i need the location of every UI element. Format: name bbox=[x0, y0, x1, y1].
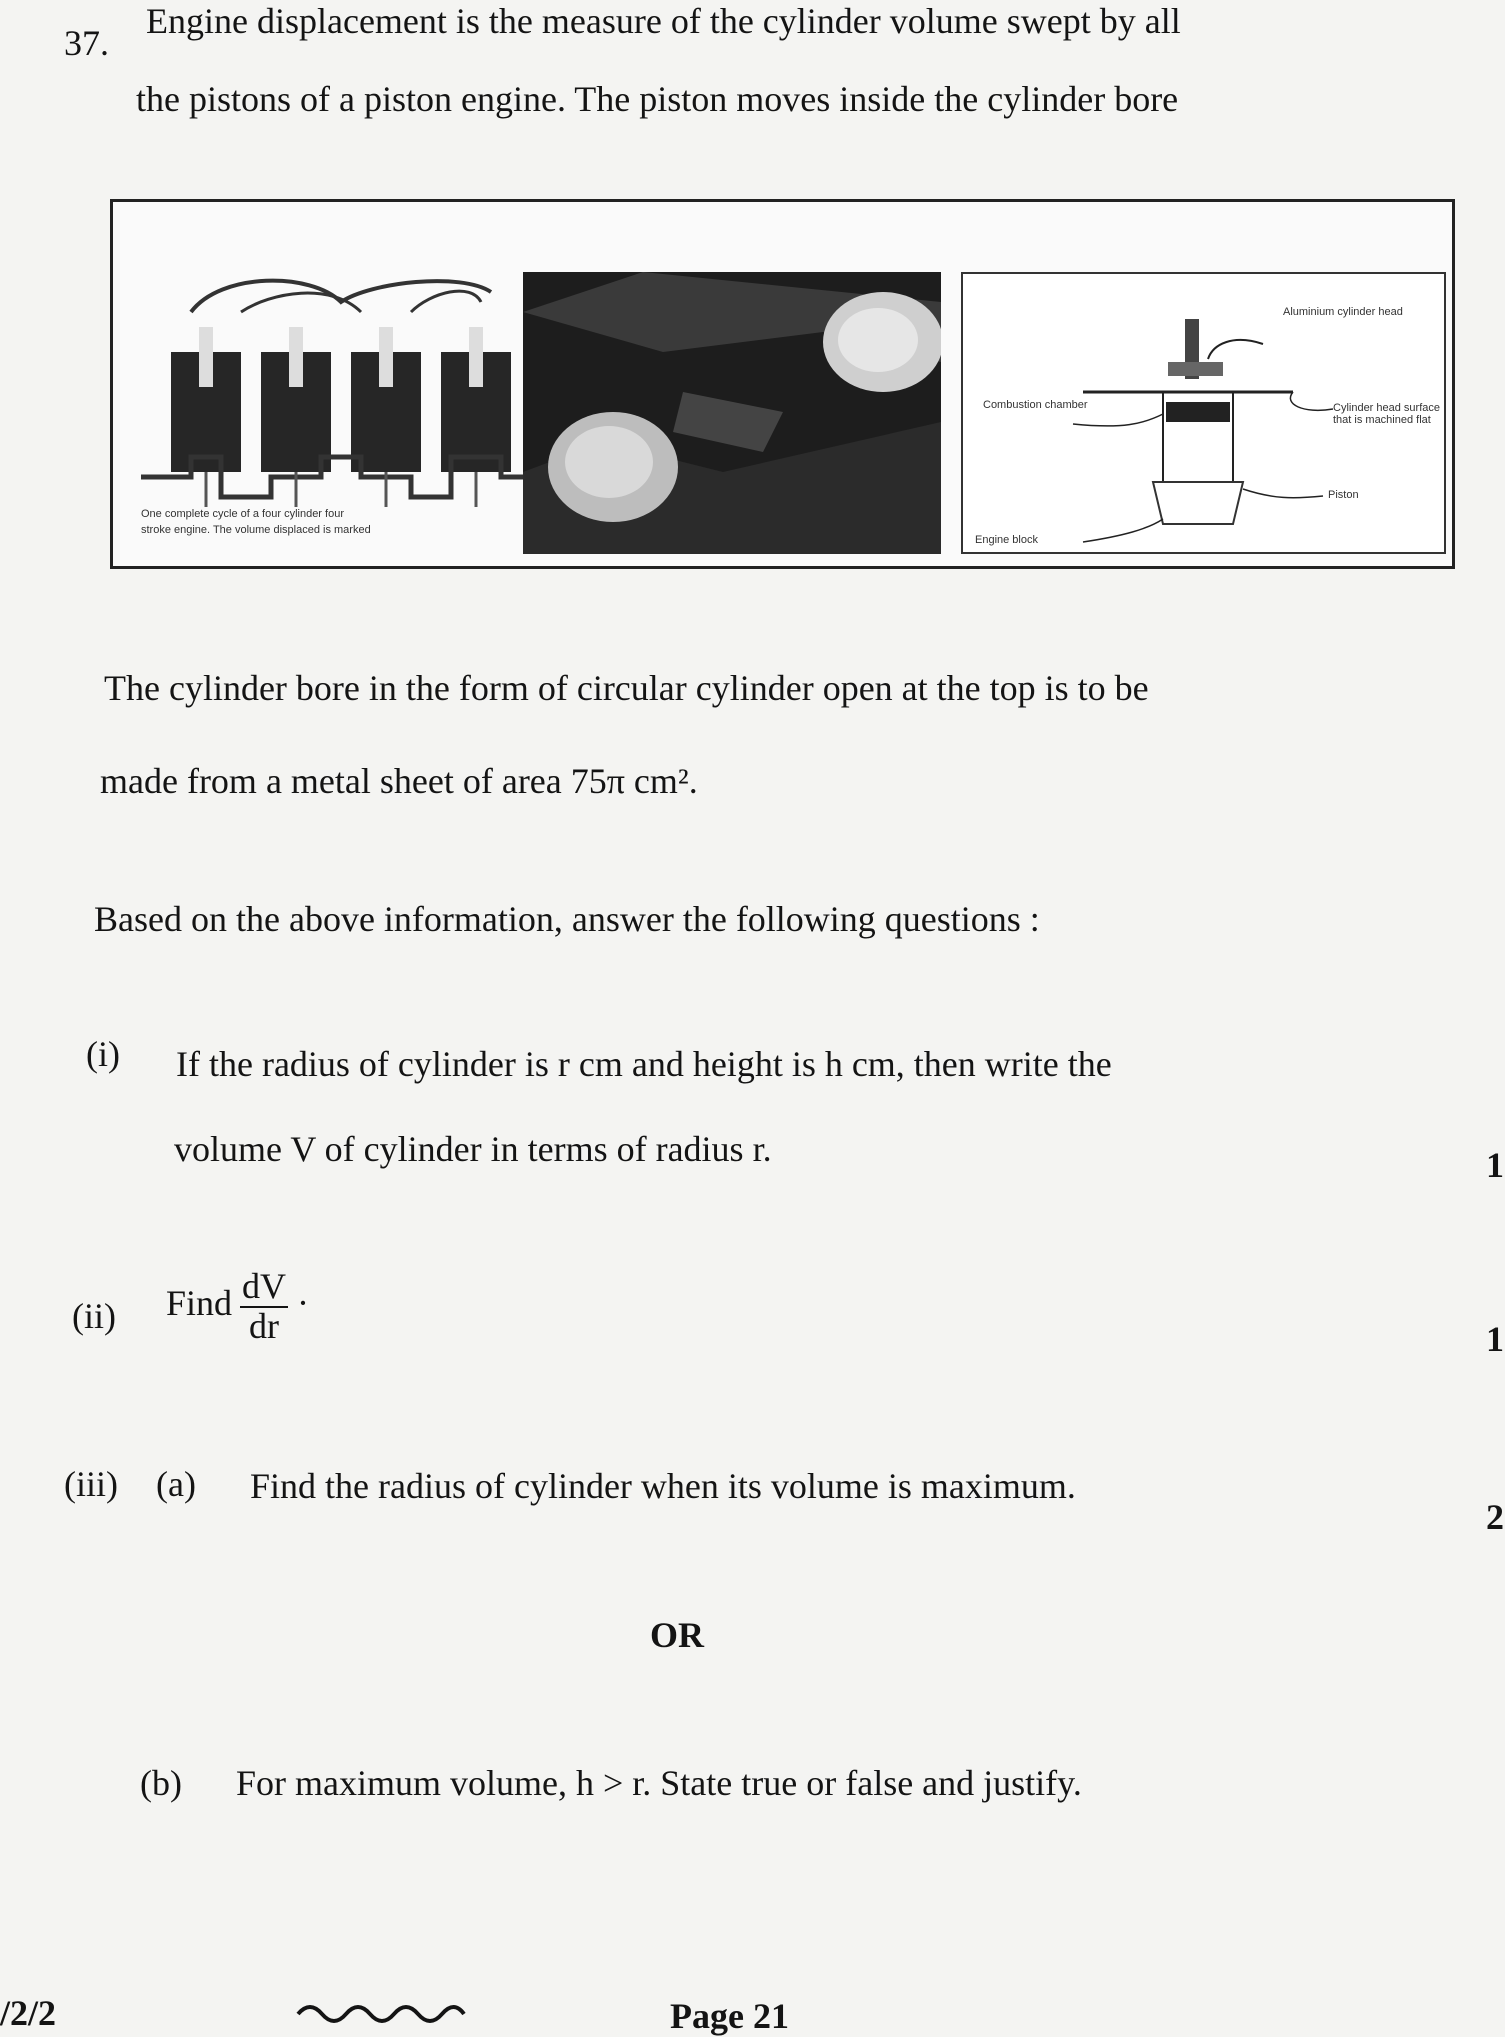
part-ii-marks: 1 bbox=[1486, 1319, 1504, 1359]
intro-line-2: the pistons of a piston engine. The piston moves inside the cylinder bore bbox=[136, 79, 1179, 119]
part-ii-question: Find $\frac{dV}{dr}$ · bbox=[166, 1266, 310, 1346]
wave-drawing bbox=[296, 2000, 466, 2024]
instruction-prompt: Based on the above information, answer the following questions : bbox=[94, 899, 1040, 939]
panel1-caption-2: stroke engine. The volume displaced is marked bbox=[141, 524, 371, 536]
part-i-marks: 1 bbox=[1486, 1145, 1504, 1185]
label-head-surface: Cylinder head surface that is machined flat bbox=[1333, 402, 1441, 426]
fraction-numerator: dV bbox=[242, 1266, 287, 1306]
part-ii-label: (ii) bbox=[72, 1296, 116, 1336]
part-iii-a-text: Find the radius of cylinder when its volume is maximum. bbox=[250, 1466, 1076, 1506]
footer-wave-ornament bbox=[296, 2000, 466, 2029]
engine-photo bbox=[523, 272, 941, 554]
part-i-line-1: If the radius of cylinder is r cm and height is h cm, then write the bbox=[176, 1044, 1112, 1084]
fraction-denominator: dr bbox=[249, 1305, 280, 1346]
part-iii-b-label: (b) bbox=[140, 1763, 182, 1803]
engine-figure bbox=[110, 199, 1455, 569]
label-piston: Piston bbox=[1328, 489, 1359, 501]
part-ii-find-text: Find bbox=[166, 1283, 233, 1324]
label-cylinder-head: Aluminium cylinder head bbox=[1283, 306, 1403, 318]
part-iii-label: (iii) bbox=[64, 1464, 118, 1504]
dv-dr-fraction bbox=[240, 1268, 288, 1346]
label-engine-block: Engine block bbox=[975, 534, 1038, 546]
cylinder-cross-section-diagram bbox=[961, 272, 1446, 554]
four-cylinder-engine-illustration bbox=[131, 272, 591, 554]
body-line-2: made from a metal sheet of area 75π cm². bbox=[100, 761, 698, 801]
part-iii-b-text: For maximum volume, h > r. State true or false and justify. bbox=[236, 1763, 1082, 1803]
panel1-caption-1: One complete cycle of a four cylinder four bbox=[141, 508, 344, 520]
question-number: 37. bbox=[64, 23, 109, 63]
part-iii-a-label: (a) bbox=[156, 1464, 196, 1504]
intro-line-1: Engine displacement is the measure of the cylinder volume swept by all bbox=[146, 1, 1181, 41]
footer-paper-code: /2/2 bbox=[0, 1993, 57, 2033]
part-iii-marks: 2 bbox=[1486, 1497, 1504, 1537]
footer-page-number: Page 21 bbox=[670, 1996, 789, 2036]
or-separator: OR bbox=[650, 1615, 704, 1655]
label-combustion-chamber: Combustion chamber bbox=[983, 399, 1088, 411]
engine-photo-drawing bbox=[523, 272, 941, 554]
body-line-1: The cylinder bore in the form of circular cylinder open at the top is to be bbox=[104, 668, 1149, 708]
part-i-line-2: volume V of cylinder in terms of radius r. bbox=[174, 1129, 772, 1169]
part-i-label: (i) bbox=[86, 1034, 120, 1074]
